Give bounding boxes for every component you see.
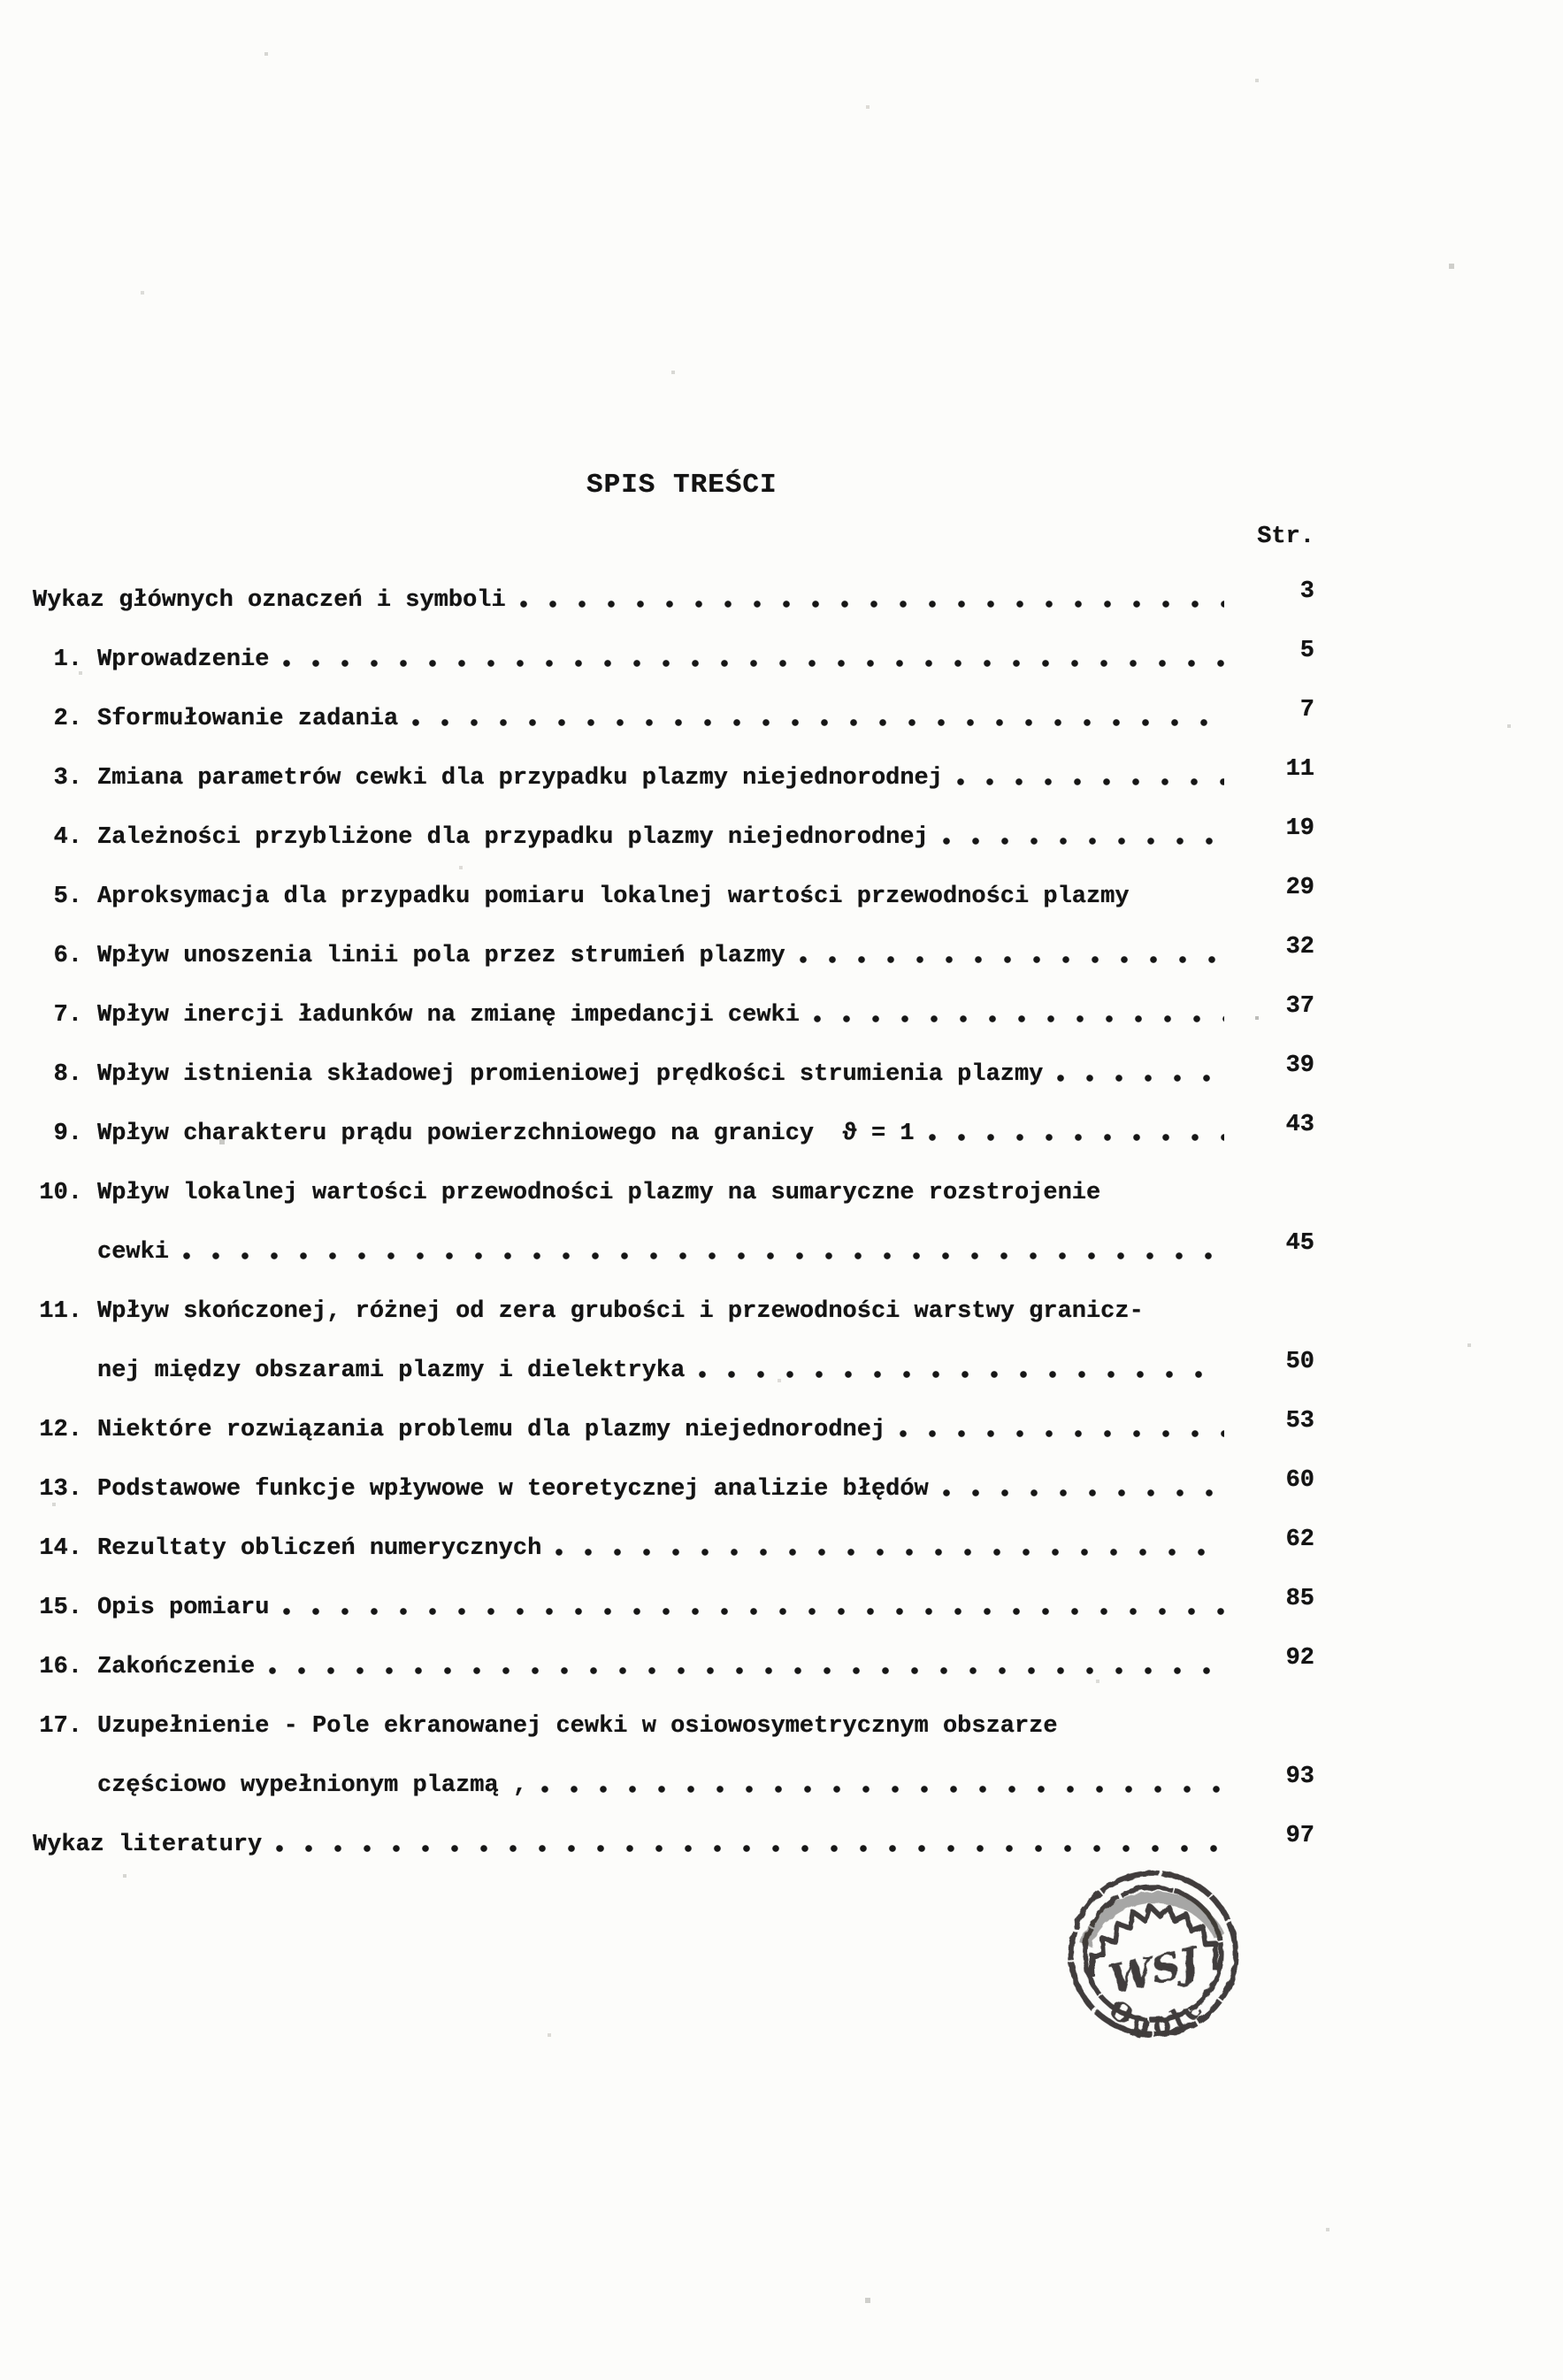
page-number: 5 (1299, 638, 1314, 664)
page-number: 19 (1285, 815, 1314, 842)
toc-entry-continuation (33, 1764, 1314, 1832)
page-number: 50 (1285, 1349, 1314, 1375)
leader-dots (541, 1535, 1251, 1562)
entry-text: Zależności przybliżone dla przypadku plazmy niejednorodnej (97, 824, 929, 851)
toc-entry (33, 1645, 1314, 1713)
leader-dots (269, 647, 1251, 673)
entry-text: Wpływ unoszenia linii pola przez strumień plazmy (97, 943, 785, 969)
entry-number: 5. (53, 884, 82, 910)
toc-entry (33, 756, 1314, 824)
page-number: 11 (1285, 756, 1314, 783)
page-number: 97 (1285, 1823, 1314, 1849)
entry-text: Zmiana parametrów cewki dla przypadku plazmy niejednorodnej (97, 765, 943, 792)
entry-text: Zakończenie (97, 1654, 256, 1680)
leader-dots (1144, 1298, 1314, 1325)
leader-dots (1130, 884, 1251, 910)
entry-number: 12. (39, 1417, 82, 1443)
page-number: 39 (1285, 1052, 1314, 1079)
toc-entry (33, 1298, 1314, 1358)
leader-dots (262, 1832, 1251, 1858)
entry-text: Niektóre rozwiązania problemu dla plazmy niejednorodnej (97, 1417, 886, 1443)
toc-entry (33, 1180, 1314, 1239)
page-column-header: Str. (1257, 524, 1314, 550)
toc-entry (33, 1467, 1314, 1535)
toc-entry (33, 1112, 1314, 1180)
leader-dots (255, 1654, 1251, 1680)
scan-noise (0, 0, 2, 2)
ink-stamp (1056, 1858, 1253, 2055)
page-number: 93 (1285, 1764, 1314, 1790)
leader-dots (685, 1358, 1251, 1384)
leader-dots (929, 1476, 1251, 1503)
entry-number: 2. (53, 706, 82, 732)
toc-entry (33, 638, 1314, 706)
toc-entry (33, 875, 1314, 943)
entry-number: 3. (53, 765, 82, 792)
page-number: 43 (1285, 1112, 1314, 1138)
toc-entry (33, 578, 1314, 647)
entry-number: 16. (39, 1654, 82, 1680)
leader-dots (1058, 1713, 1314, 1740)
toc-entry (33, 1586, 1314, 1654)
entry-number: 11. (39, 1298, 82, 1325)
page-number: 29 (1285, 875, 1314, 901)
page-number: 32 (1285, 934, 1314, 960)
page-number: 3 (1299, 578, 1314, 605)
entry-text: Wpływ inercji ładunków na zmianę impedancji cewki (97, 1002, 800, 1029)
entry-text: Aproksymacja dla przypadku pomiaru lokalnej wartości przewodności plazmy (97, 884, 1130, 910)
entry-number: 4. (53, 824, 82, 851)
page-title: SPIS TREŚCI (586, 470, 778, 501)
entry-number: 6. (53, 943, 82, 969)
toc-entry (33, 697, 1314, 765)
entry-number: 15. (39, 1595, 82, 1621)
leader-dots (1043, 1061, 1251, 1088)
entry-number: 10. (39, 1180, 82, 1206)
leader-dots (785, 943, 1251, 969)
entry-number: 1. (53, 647, 82, 673)
leader-dots (929, 824, 1251, 851)
entry-text: Wprowadzenie (97, 647, 270, 673)
toc-entry (33, 934, 1314, 1002)
page-number: 62 (1285, 1527, 1314, 1553)
entry-number: 7. (53, 1002, 82, 1029)
leader-dots (269, 1595, 1251, 1621)
stamp-subtext: Opole (1103, 1989, 1213, 2041)
entry-number: 14. (39, 1535, 82, 1562)
toc-entry-continuation (33, 1230, 1314, 1298)
entry-number: 17. (39, 1713, 82, 1740)
leader-dots (915, 1121, 1251, 1147)
toc-entry (33, 1052, 1314, 1121)
toc-entry (33, 1527, 1314, 1595)
entry-text: Wpływ charakteru prądu powierzchniowego na granicy ϑ = 1 (97, 1121, 915, 1147)
entry-text: Sformułowanie zadania (97, 706, 399, 732)
entry-number: 9. (53, 1121, 82, 1147)
table-of-contents (0, 578, 1314, 1891)
entry-text: Wykaz literatury (33, 1832, 263, 1858)
page-number: 37 (1285, 993, 1314, 1020)
leader-dots (1100, 1180, 1314, 1206)
entry-text: Uzupełnienie - Pole ekranowanej cewki w osiowosymetrycznym obszarze (97, 1713, 1058, 1740)
toc-entry (33, 993, 1314, 1061)
page-number: 85 (1285, 1586, 1314, 1612)
toc-entry-continuation (33, 1349, 1314, 1417)
toc-entry (33, 1713, 1314, 1772)
entry-text: Wpływ istnienia składowej promieniowej prędkości strumienia plazmy (97, 1061, 1044, 1088)
entry-number: 8. (53, 1061, 82, 1088)
entry-number: 13. (39, 1476, 82, 1503)
entry-text: częściowo wypełnionym plazmą , (97, 1772, 528, 1799)
leader-dots (800, 1002, 1251, 1029)
leader-dots (527, 1772, 1251, 1799)
leader-dots (943, 765, 1251, 792)
entry-text: Wpływ skończonej, różnej od zera grubości i przewodności warstwy granicz- (97, 1298, 1144, 1325)
leader-dots (398, 706, 1251, 732)
leader-dots (506, 587, 1251, 614)
entry-text: Rezultaty obliczeń numerycznych (97, 1535, 542, 1562)
toc-entry (33, 1408, 1314, 1476)
page-number: 45 (1285, 1230, 1314, 1257)
entry-text: Wykaz głównych oznaczeń i symboli (33, 587, 506, 614)
page-number: 92 (1285, 1645, 1314, 1672)
entry-text: Wpływ lokalnej wartości przewodności plazmy na sumaryczne rozstrojenie (97, 1180, 1101, 1206)
page-number: 60 (1285, 1467, 1314, 1494)
entry-text: nej między obszarami plazmy i dielektryka (97, 1358, 686, 1384)
entry-text: Opis pomiaru (97, 1595, 270, 1621)
page-number: 53 (1285, 1408, 1314, 1435)
leader-dots (885, 1417, 1251, 1443)
page-number: 7 (1299, 697, 1314, 723)
leader-dots (169, 1239, 1251, 1266)
entry-text: Podstawowe funkcje wpływowe w teoretycznej analizie błędów (97, 1476, 929, 1503)
entry-text: cewki (97, 1239, 170, 1266)
stamp-graphic (1056, 1858, 1253, 2055)
stamp-text: WSJ (1105, 1940, 1203, 2003)
toc-entry (33, 815, 1314, 884)
